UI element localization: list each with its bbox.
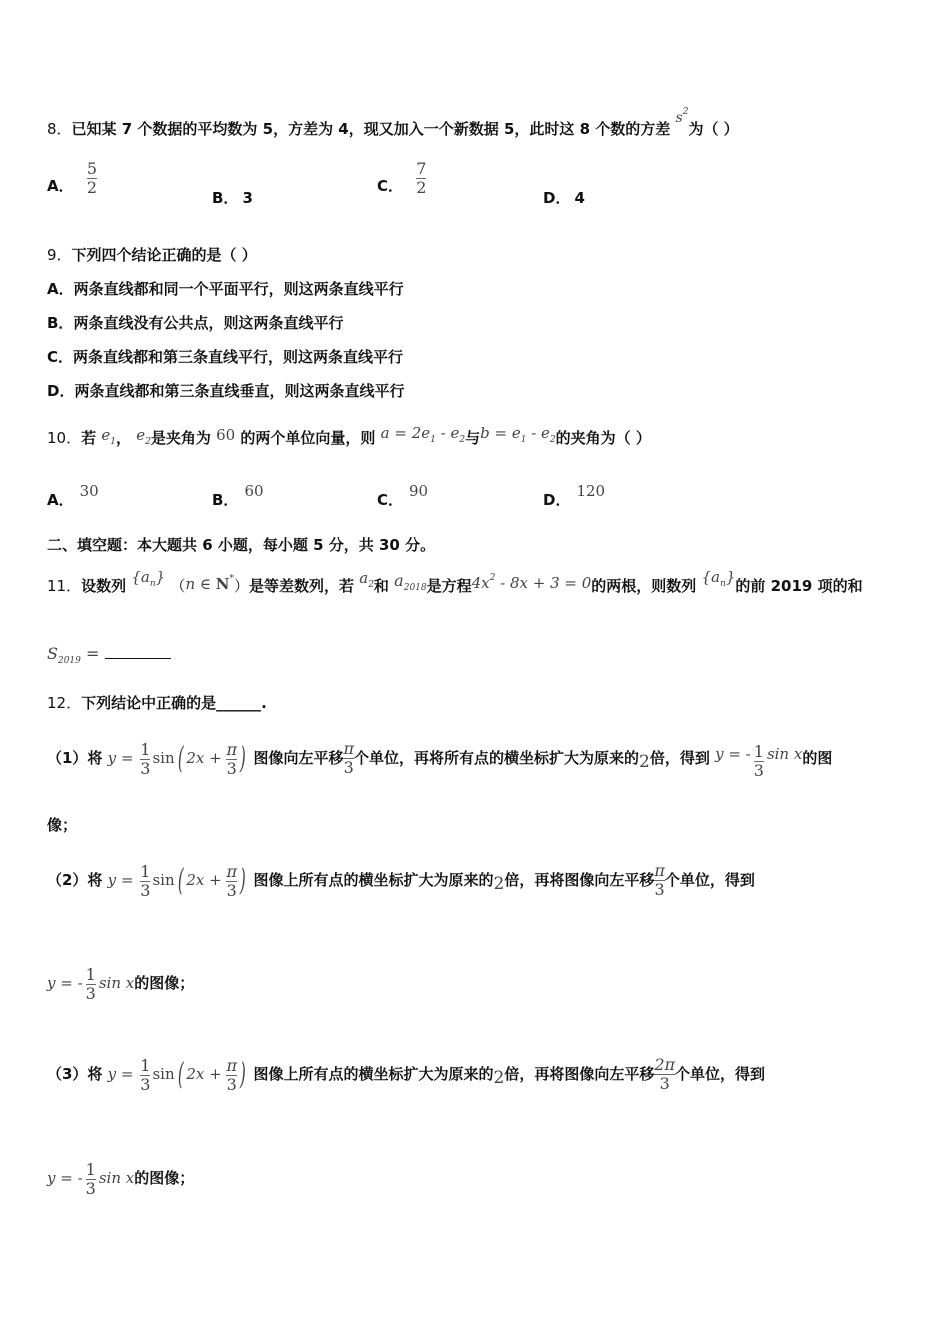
q12-item-2: （2）将 y = $\frac{1}{3}$ sin( 2x + $\frac{\pi}{3}$ ) 图像上所有点的横坐标扩大为原来的2倍，再将图像向左平移 $\frac{\pi}{3}$ 个单位，得到 <box>47 861 755 900</box>
q10-vector-a: $a = 2e_1 - e_2$ <box>380 424 466 445</box>
q12-line <box>47 693 267 713</box>
q12-item-2-shift: $\frac{\pi}{3}$ <box>654 861 665 899</box>
q11-sequence-2: $\{a_n\}$ <box>701 568 736 589</box>
q12-item-3-shift: $\frac{2\pi}{3}$ <box>654 1055 676 1093</box>
q12-item-3-func: y = $\frac{1}{3}$ sin( 2x + $\frac{\pi}{3}$ ) <box>107 1055 246 1094</box>
q8-number: 8． <box>47 120 72 138</box>
q8-option-a-fraction: $\frac{5}{2}$ <box>86 159 98 197</box>
q11-condition: n ∈ N* <box>185 574 234 593</box>
section-heading: 二、填空题：本大题共 6 小题，每小题 5 分，共 30 分。 <box>47 536 436 554</box>
q11-equation: $4x^2 - 8x + 3 = 0$ <box>471 573 592 592</box>
q12-item-1-wrap: 像； <box>47 816 78 834</box>
q9-option-b[interactable]: B．两条直线没有公共点，则这两条直线平行 <box>47 314 344 332</box>
q11-a2: $a_2$ <box>359 569 374 590</box>
q10-e2: $e_2$ <box>136 426 151 447</box>
q9-option-a[interactable]: A．两条直线都和同一个平面平行，则这两条直线平行 <box>47 280 404 298</box>
q10-vector-b: $b = e_1 - e_2$ <box>480 424 556 445</box>
q12-item-2-func: y = $\frac{1}{3}$ sin( 2x + $\frac{\pi}{3}$ ) <box>107 861 246 900</box>
q9-text: 下列四个结论正确的是（ ） <box>71 246 257 264</box>
q8-line <box>47 107 739 140</box>
q10-angle: 60 <box>216 426 236 444</box>
q9-line <box>47 245 257 265</box>
q8-option-c-fraction: $\frac{7}{2}$ <box>416 159 427 197</box>
q10-number: 10． <box>47 429 82 447</box>
q10-option-d[interactable]: D． 120 <box>543 482 606 509</box>
q12-item-1: （1）将 y = $\frac{1}{3}$ sin( 2x + $\frac{\pi}{3}$ ) 图像向左平移 $\frac{\pi}{3}$ 个单位，再将所有点的横坐标扩大为原来的2倍，得到 y = - $\frac{1}{3}$ sin x的图 <box>47 739 833 780</box>
q11-line: 11．设数列 $\{a_n\}$ （n ∈ N*）是等差数列，若 $a_2$和 $a_{2018}$是方程$4x^2 - 8x + 3 = 0$的两根，则数列 $\{a_n\}$的前 2019 项的和 <box>47 568 863 595</box>
q12-item-3-factor: 2 <box>493 1068 505 1088</box>
q12-item-2-result: y = - $\frac{1}{3}$ sin x <box>47 964 135 1003</box>
q11-answer-line <box>47 634 171 671</box>
q11-sequence: $\{a_n\}$ <box>131 568 166 589</box>
q9-option-d[interactable]: D．两条直线都和第三条直线垂直，则这两条直线平行 <box>47 382 405 400</box>
q12-item-1-shift: $\frac{\pi}{3}$ <box>343 739 354 777</box>
q11-number: 11． <box>47 577 82 595</box>
q12-item-3: （3）将 y = $\frac{1}{3}$ sin( 2x + $\frac{\pi}{3}$ ) 图像上所有点的横坐标扩大为原来的2倍，再将图像向左平移 $\frac{2\pi}{3}$ 个单位，得到 <box>47 1055 766 1094</box>
q10-option-a[interactable]: A． 30 <box>47 482 99 509</box>
q8-option-a[interactable]: A． $\frac{5}{2}$ <box>47 159 98 197</box>
q9-number: 9． <box>47 246 72 264</box>
q12-item-1-func: y = $\frac{1}{3}$ sin( 2x + $\frac{\pi}{3}$ ) <box>107 739 246 778</box>
q10-option-c[interactable]: C． 90 <box>377 482 429 509</box>
q11-a2018: $a_{2018}$ <box>394 571 427 593</box>
q8-text-end: 为（ ） <box>688 120 739 138</box>
q8-option-c[interactable]: C． $\frac{7}{2}$ <box>377 159 427 197</box>
q8-option-d[interactable]: D． 4 <box>543 189 585 207</box>
q12-item-2-result-line: y = - $\frac{1}{3}$ sin x的图像； <box>47 964 195 1003</box>
q8-text: 已知某 7 个数据的平均数为 5，方差为 4，现又加入一个新数据 5，此时这 8 个数的方差 <box>71 120 671 138</box>
q10-line: 10．若 $e_1$， $e_2$是夹角为 60 的两个单位向量，则 $a = 2e_1 - e_2$与$b = e_1 - e_2$的夹角为（ ） <box>47 424 651 447</box>
q9-option-c[interactable]: C．两条直线都和第三条直线平行，则这两条直线平行 <box>47 348 404 366</box>
q12-item-1-factor: 2 <box>639 752 650 772</box>
q12-item-1-result: y = - $\frac{1}{3}$ sin x <box>715 741 803 780</box>
q12-text: 下列结论中正确的是______. <box>81 694 267 712</box>
q11-answer-blank[interactable] <box>105 634 171 659</box>
q12-item-3-result-line: y = - $\frac{1}{3}$ sin x的图像； <box>47 1159 195 1198</box>
q12-number: 12． <box>47 694 82 712</box>
q11-sum-symbol: $S_{2019}$ = <box>47 644 100 666</box>
q8-option-b[interactable]: B． 3 <box>212 189 253 207</box>
q12-item-3-result: y = - $\frac{1}{3}$ sin x <box>47 1159 135 1198</box>
q12-item-2-factor: 2 <box>493 874 505 894</box>
q10-e1: $e_1$ <box>101 426 116 447</box>
q10-option-b[interactable]: B． 60 <box>212 482 264 509</box>
q8-variance-symbol: $s^2$ <box>675 107 689 126</box>
